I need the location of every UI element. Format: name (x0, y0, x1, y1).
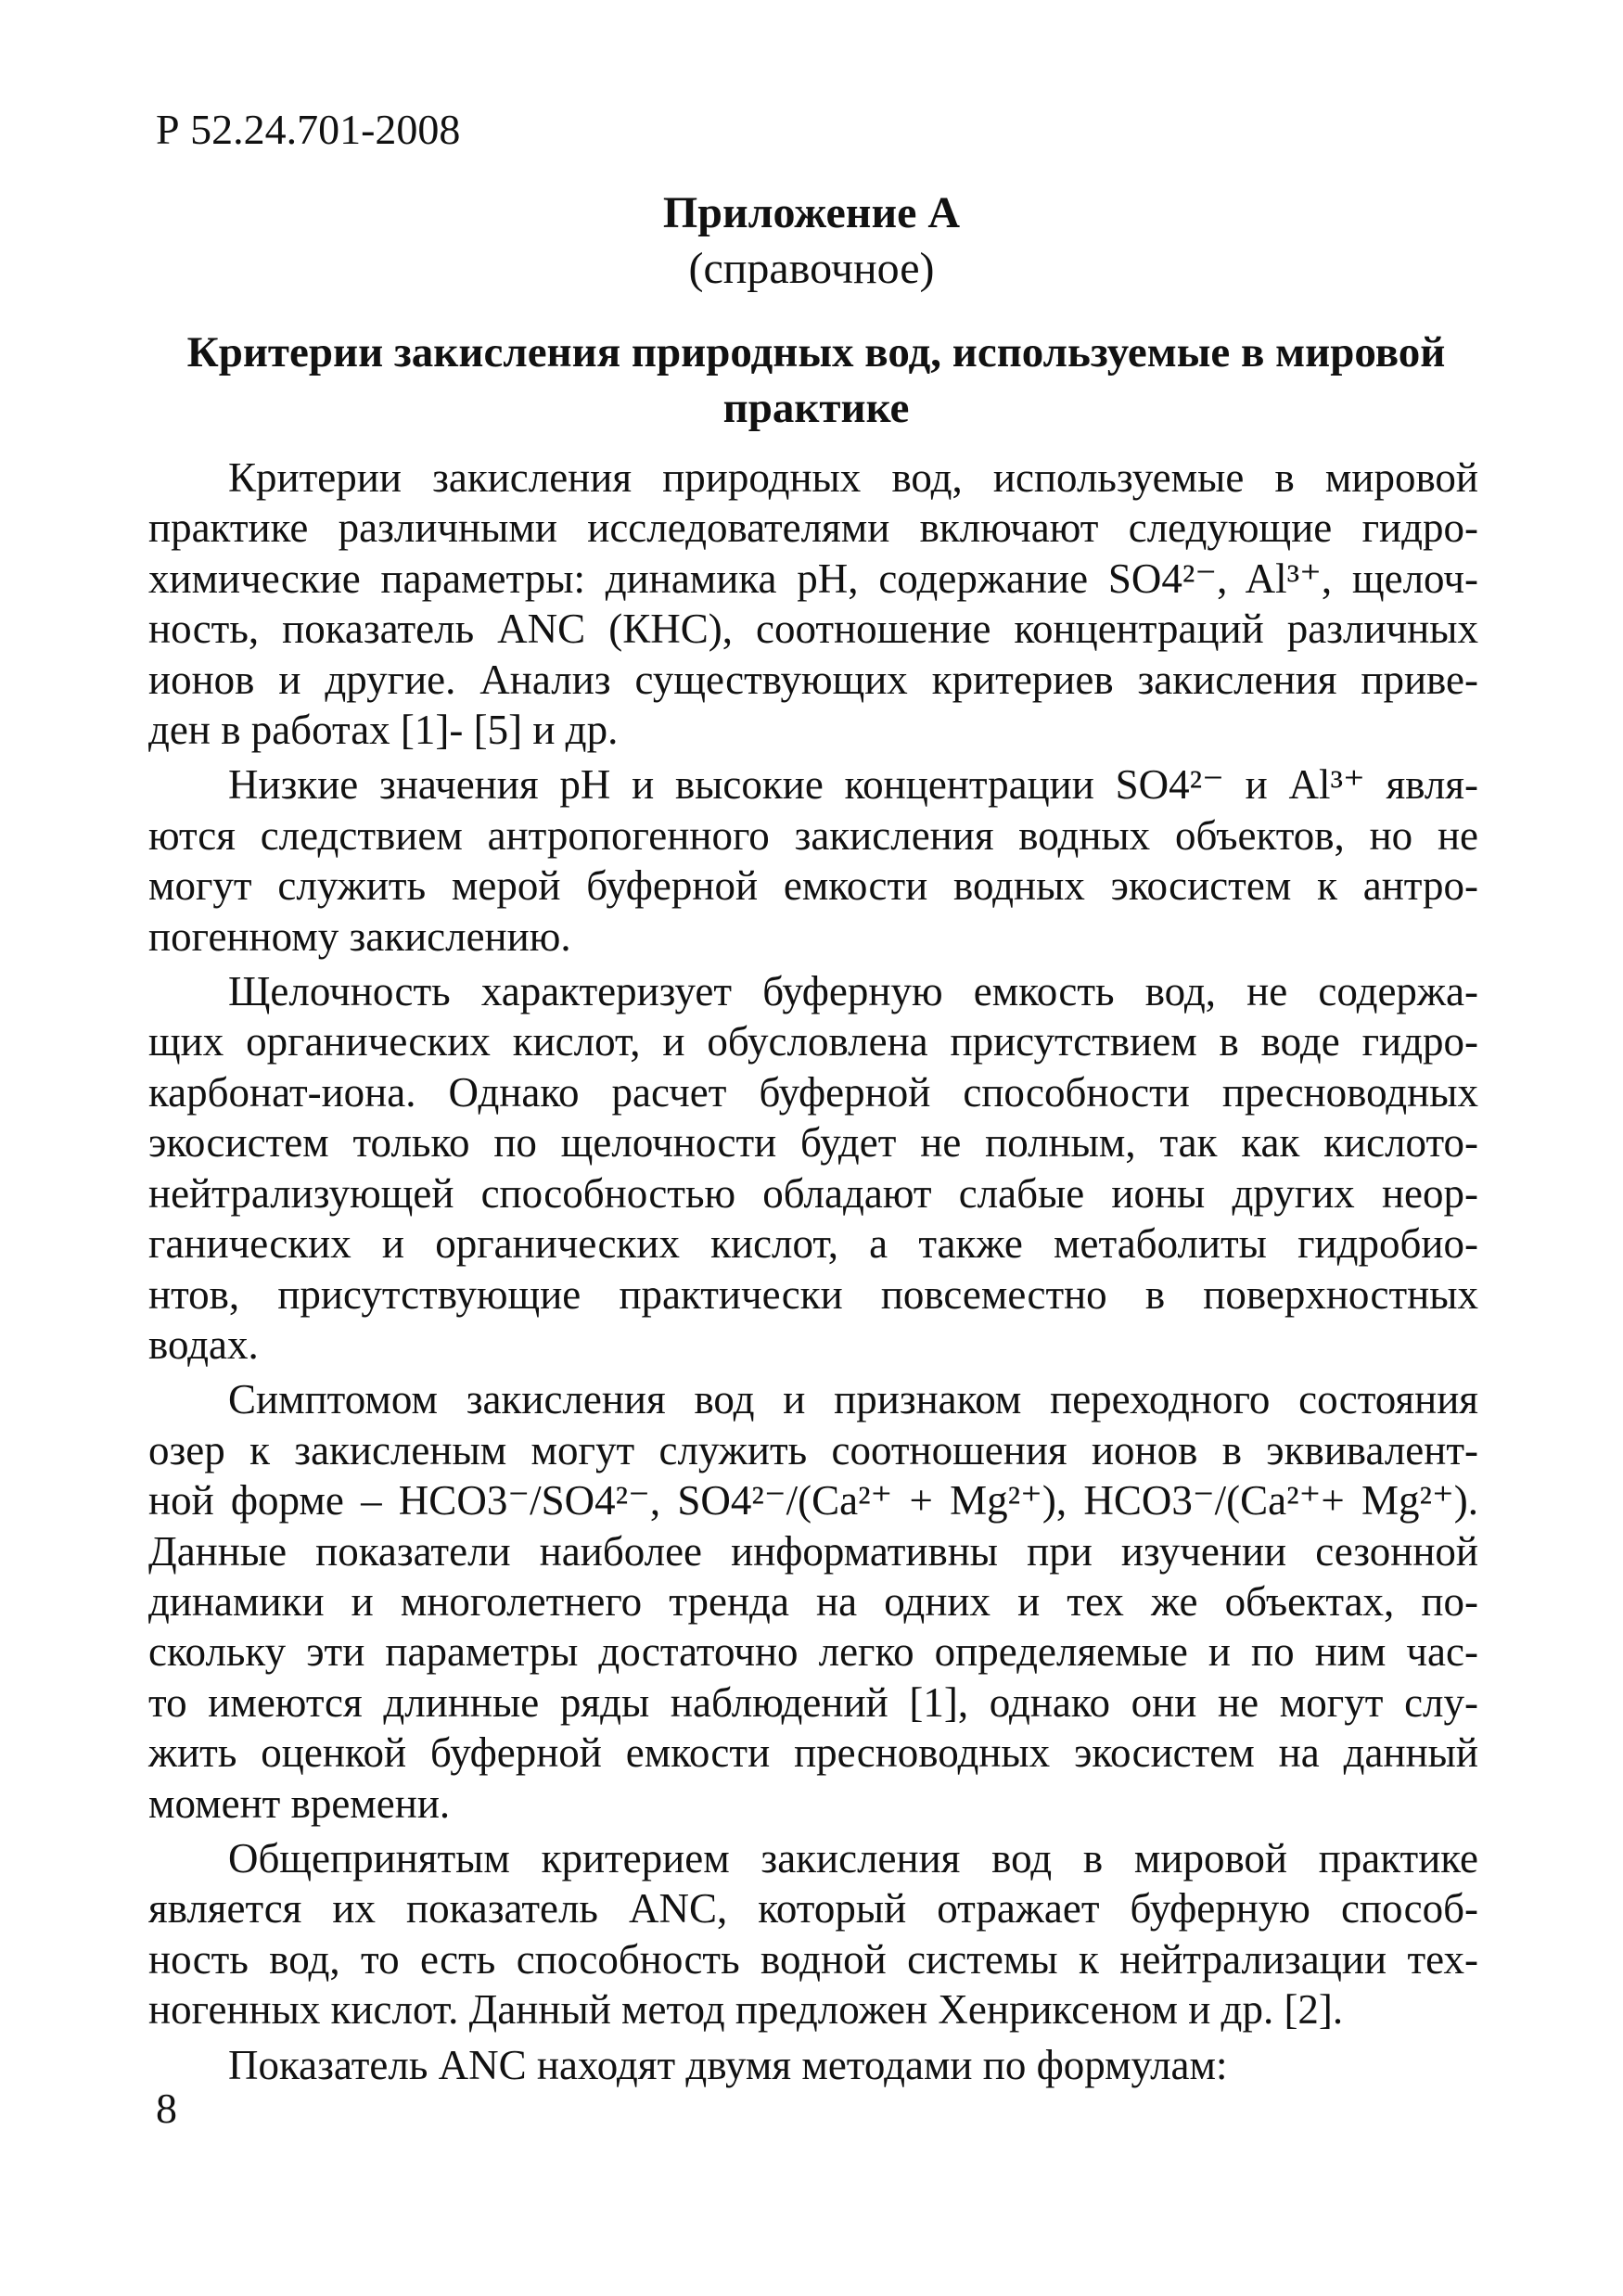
text-line: нейтрализующей способностью обладают слабые ионы других неор- (148, 1169, 1478, 1217)
text-line: ден в работах [1]- [5] и др. (148, 707, 619, 754)
text-line: ногенных кислот. Данный метод предложен Хенриксеном и др. [2]. (148, 1986, 1344, 2034)
text-line: динамики и многолетнего тренда на одних и тех же объектах, по- (148, 1577, 1478, 1625)
paragraph (228, 2040, 1478, 2090)
text-line: практике различными исследователями включают следующие гидро- (148, 504, 1478, 552)
section-heading (176, 325, 1456, 436)
text-line: то имеются длинные ряды наблюдений [1], однако они не могут слу- (148, 1678, 1478, 1726)
paragraph (148, 1833, 1478, 2035)
body-text (148, 453, 1478, 2090)
text-line: Низкие значения pH и высокие концентрации SO4²⁻ и Al³⁺ явля- (228, 761, 1478, 809)
text-line: химические параметры: динамика pH, содержание SO4²⁻, Al³⁺, щелоч- (148, 555, 1478, 602)
text-line: щих органических кислот, и обусловлена присутствием в воде гидро- (148, 1018, 1478, 1065)
text-line: ются следствием антропогенного закисления водных объектов, но не (148, 811, 1478, 859)
paragraph (148, 759, 1478, 962)
text-line: погенному закислению. (148, 912, 571, 960)
text-line: скольку эти параметры достаточно легко определяемые и по ним час- (148, 1628, 1478, 1676)
annex-type: (справочное) (688, 244, 935, 293)
text-line: экосистем только по щелочности будет не полным, так как кислото- (148, 1119, 1478, 1167)
text-line: водах. (148, 1320, 259, 1368)
annex-title: Приложение А (662, 188, 961, 237)
text-line: Щелочность характеризует буферную емкость вод, не содержа- (228, 968, 1478, 1015)
text-line: жить оценкой буферной емкости пресноводных экосистем на данный (148, 1729, 1478, 1777)
text-line: Данные показатели наиболее информативны при изучении сезонной (148, 1527, 1478, 1575)
text-line: могут служить мерой буферной емкости водных экосистем к антро- (148, 862, 1478, 910)
document-code: Р 52.24.701-2008 (156, 106, 461, 153)
paragraph (148, 453, 1478, 755)
text-line: Симптомом закисления вод и признаком переходного состояния (228, 1376, 1478, 1423)
text-line: ионов и другие. Анализ существующих критериев закисления приве- (148, 656, 1478, 703)
paragraph (148, 1374, 1478, 1829)
text-line: Критерии закисления природных вод, используемые в мировой (228, 454, 1478, 501)
text-line: является их показатель ANC, который отражает буферную способ- (148, 1885, 1478, 1932)
text-line: Показатель ANC находят двумя методами по формулам: (228, 2041, 1228, 2088)
annex-title-block (0, 185, 1623, 297)
text-line: Общепринятым критерием закисления вод в мировой практике (228, 1834, 1478, 1881)
text-line: нтов, присутствующие практически повсеместно в поверхностных (148, 1270, 1478, 1318)
text-line: момент времени. (148, 1779, 451, 1827)
page-number: 8 (156, 2085, 177, 2132)
text-line: ность, показатель ANC (КНС), соотношение концентраций различных (148, 606, 1478, 653)
section-heading-line: Критерии закисления природных вод, используемые в мировой (186, 328, 1446, 376)
text-line: озер к закисленым могут служить соотношения ионов в эквивалент- (148, 1426, 1478, 1473)
section-heading-line: практике (722, 384, 910, 432)
paragraph (148, 966, 1478, 1370)
text-line: ность вод, то есть способность водной системы к нейтрализации тех- (148, 1935, 1478, 1983)
text-line: карбонат-иона. Однако расчет буферной способности пресноводных (148, 1068, 1478, 1116)
text-line: ной форме – HCO3⁻/SO4²⁻, SO4²⁻/(Ca²⁺ + Mg²⁺), HCO3⁻/(Ca²⁺+ Mg²⁺). (148, 1477, 1478, 1524)
text-line: ганических и органических кислот, а также метаболиты гидробио- (148, 1220, 1478, 1268)
